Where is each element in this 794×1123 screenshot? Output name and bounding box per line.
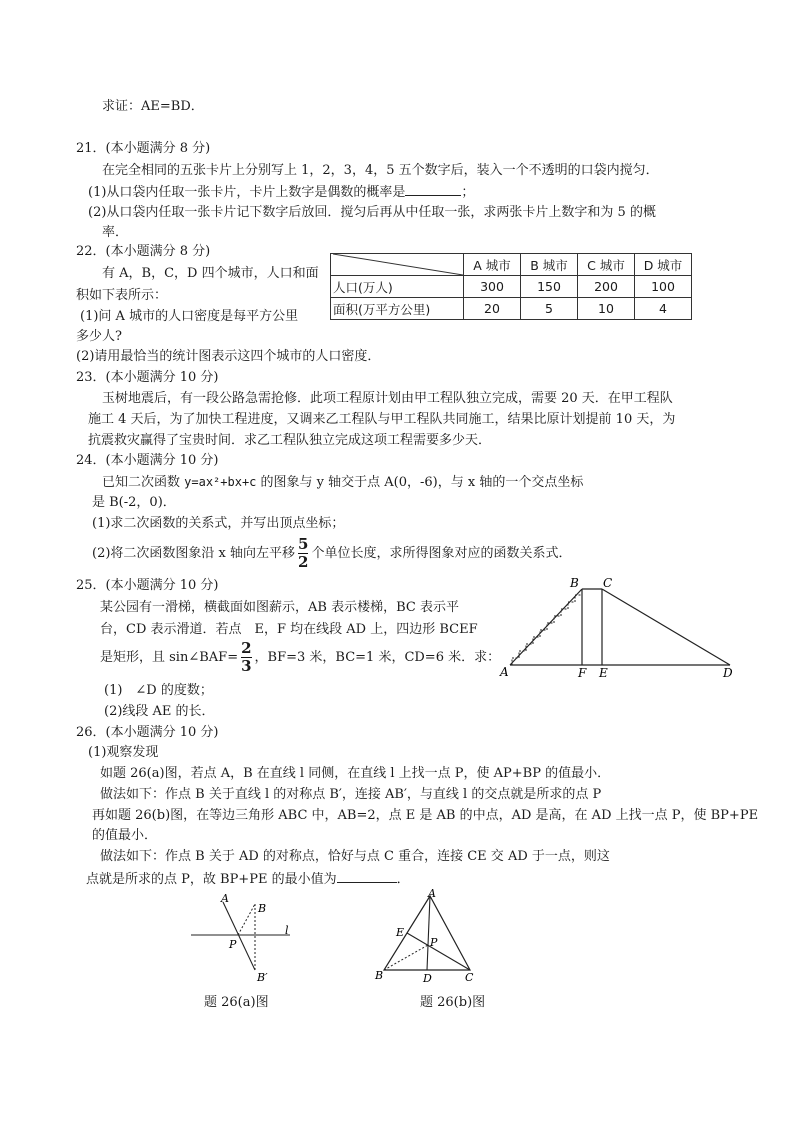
q25-header: 25．(本小题满分 10 分) bbox=[76, 578, 219, 593]
label-e: E bbox=[396, 926, 405, 939]
q22-stem-line2: 积如下表所示： bbox=[76, 288, 168, 303]
q25-line3-b: ，BF=3 米，BC=1 米，CD=6 米．求： bbox=[254, 650, 501, 665]
slide-cross-section-figure bbox=[495, 575, 740, 680]
caption-26b: 题 26(b)图 bbox=[420, 995, 486, 1010]
q24-line1-b: 的图象与 y 轴交于点 A(0，-6)，与 x 轴的一个交点坐标 bbox=[260, 475, 584, 490]
table-row bbox=[331, 298, 692, 320]
q21-part2-line2: 率． bbox=[102, 225, 129, 240]
label-e: E bbox=[599, 666, 608, 680]
table-header-d: D 城市 bbox=[635, 254, 692, 276]
q21-part2-line1: (2)从口袋内任取一张卡片记下数字后放回．搅匀后再从中任取一张，求两张卡片上数字和为 5 的概 bbox=[88, 205, 656, 220]
table-header-c: C 城市 bbox=[578, 254, 635, 276]
q26-line2: 做法如下：作点 B 关于直线 l 的对称点 B′，连接 AB′，与直线 l 的交点就是所求的点 P bbox=[100, 787, 602, 802]
fraction-denominator: 3 bbox=[241, 657, 252, 675]
table-cell: 300 bbox=[464, 276, 521, 298]
q24-line2: 是 B(-2，0)． bbox=[92, 495, 176, 510]
q25-line3-a: 是矩形，且 sin∠BAF= bbox=[100, 650, 239, 665]
q23-line2: 施工 4 天后，为了加快工程进度，又调来乙工程队与甲工程队共同施工，结果比原计划提前 10 天，为 bbox=[88, 412, 676, 427]
table-cell: 200 bbox=[578, 276, 635, 298]
q21-answer-blank[interactable] bbox=[405, 183, 461, 196]
q25-part2: (2)线段 AE 的长． bbox=[104, 704, 215, 719]
fraction-numerator: 2 bbox=[241, 639, 252, 657]
label-c: C bbox=[465, 971, 474, 984]
q24-part2 bbox=[92, 537, 571, 571]
q26-header: 26．(本小题满分 10 分) bbox=[76, 725, 219, 740]
q22-stem-line1: 有 A，B，C，D 四个城市，人口和面 bbox=[102, 266, 319, 281]
figure-26a bbox=[185, 890, 300, 985]
q21-header: 21．(本小题满分 8 分) bbox=[76, 141, 211, 156]
q26-line4: 的值最小． bbox=[92, 828, 158, 843]
label-b: B bbox=[258, 902, 267, 915]
q26-subheader: (1)观察发现 bbox=[88, 745, 159, 760]
q22-part2: (2)请用最恰当的统计图表示这四个城市的人口密度． bbox=[76, 349, 381, 364]
q26-line1: 如题 26(a)图，若点 A，B 在直线 l 同侧，在直线 l 上找一点 P，使 AP+BP 的值最小． bbox=[100, 766, 611, 781]
table-cell: 10 bbox=[578, 298, 635, 320]
q21-part1-end: ； bbox=[461, 185, 475, 200]
q25-line2: 台，CD 表示滑道．若点 E，F 均在线段 AD 上，四边形 BCEF bbox=[100, 622, 478, 637]
label-d: D bbox=[723, 666, 733, 680]
caption-26a: 题 26(a)图 bbox=[204, 995, 269, 1010]
q26-answer-blank[interactable] bbox=[337, 870, 397, 883]
q26-line3: 再如题 26(b)图，在等边三角形 ABC 中，AB=2，点 E 是 AB 的中点，AD 是高，在 AD 上找一点 P，使 BP+PE bbox=[92, 808, 759, 823]
prev-question-tail: 求证：AE=BD． bbox=[102, 99, 204, 114]
q25-line3 bbox=[100, 640, 500, 676]
table-cell: 5 bbox=[521, 298, 578, 320]
label-a: A bbox=[500, 665, 509, 679]
table-row bbox=[331, 276, 692, 298]
label-b: B bbox=[570, 576, 579, 590]
label-b: B bbox=[375, 969, 384, 982]
table-header-b: B 城市 bbox=[521, 254, 578, 276]
table-corner-cell bbox=[331, 254, 464, 276]
figure-26b bbox=[372, 888, 482, 986]
q26-line6-end: ． bbox=[396, 872, 410, 887]
q24-line1-a: 已知二次函数 bbox=[102, 475, 181, 490]
row-label-area: 面积(万平方公里) bbox=[331, 298, 464, 320]
label-b-prime: B′ bbox=[257, 971, 268, 984]
table-header-row bbox=[331, 254, 692, 276]
q24-header: 24．(本小题满分 10 分) bbox=[76, 453, 219, 468]
q23-line3: 抗震救灾赢得了宝贵时间．求乙工程队独立完成这项工程需要多少天． bbox=[88, 433, 492, 448]
q25-line1: 某公园有一滑梯，横截面如图薪示，AB 表示楼梯，BC 表示平 bbox=[100, 600, 459, 615]
label-d: D bbox=[423, 972, 432, 985]
diagonal-divider bbox=[333, 254, 463, 275]
q24-part1: (1)求二次函数的关系式，并写出顶点坐标； bbox=[92, 516, 345, 531]
q21-part1-text: (1)从口袋内任取一张卡片，卡片上数字是偶数的概率是 bbox=[88, 185, 406, 200]
row-label-population: 人口(万人) bbox=[331, 276, 464, 298]
segment-pb bbox=[238, 904, 255, 935]
table-cell: 4 bbox=[635, 298, 692, 320]
label-p: P bbox=[430, 936, 438, 949]
q26-line6 bbox=[86, 870, 410, 889]
altitude-ad bbox=[427, 896, 430, 970]
label-a: A bbox=[428, 888, 436, 900]
q23-line1: 玉树地震后，有一段公路急需抢修．此项工程原计划由甲工程队独立完成，需要 20 天．在甲工程队 bbox=[102, 391, 673, 406]
q24-part2-b: 个单位长度，求所得图象对应的函数关系式． bbox=[311, 546, 572, 561]
fraction-denominator: 2 bbox=[298, 553, 309, 571]
q22-header: 22．(本小题满分 8 分) bbox=[76, 244, 211, 259]
q24-part2-a: (2)将二次函数图象沿 x 轴向左平移 bbox=[92, 546, 296, 561]
fraction-numerator: 5 bbox=[298, 535, 309, 553]
q24-line1 bbox=[102, 473, 583, 492]
q25-part1: (1) ∠D 的度数； bbox=[104, 683, 213, 698]
slide-cd bbox=[602, 589, 730, 665]
label-f: F bbox=[578, 666, 587, 680]
label-p: P bbox=[229, 938, 237, 951]
stair-ab bbox=[510, 589, 582, 665]
q26-line5: 做法如下：作点 B 关于 AD 的对称点，恰好与点 C 重合，连接 CE 交 AD 于一点，则这 bbox=[100, 849, 610, 864]
fraction-2-3 bbox=[241, 641, 251, 674]
label-a: A bbox=[221, 892, 229, 905]
table-cell: 100 bbox=[635, 276, 692, 298]
label-c: C bbox=[603, 576, 613, 590]
label-l: l bbox=[285, 924, 289, 937]
fraction-5-2 bbox=[298, 537, 308, 570]
table-cell: 150 bbox=[521, 276, 578, 298]
q22-part1-line2: 多少人? bbox=[76, 329, 122, 344]
q21-part1 bbox=[88, 183, 474, 202]
table-header-a: A 城市 bbox=[464, 254, 521, 276]
table-cell: 20 bbox=[464, 298, 521, 320]
q26-line6-text: 点就是所求的点 P，故 BP+PE 的最小值为 bbox=[86, 872, 337, 887]
q24-formula: y=ax²+bx+c bbox=[184, 475, 257, 489]
q21-stem: 在完全相同的五张卡片上分别写上 1，2，3，4，5 五个数字后，装入一个不透明的口袋内搅匀． bbox=[102, 163, 659, 178]
city-population-table bbox=[330, 253, 692, 320]
q23-header: 23．(本小题满分 10 分) bbox=[76, 370, 219, 385]
segment-bp bbox=[384, 945, 428, 970]
q22-part1-line1: (1)问 A 城市的人口密度是每平方公里 bbox=[80, 309, 299, 324]
